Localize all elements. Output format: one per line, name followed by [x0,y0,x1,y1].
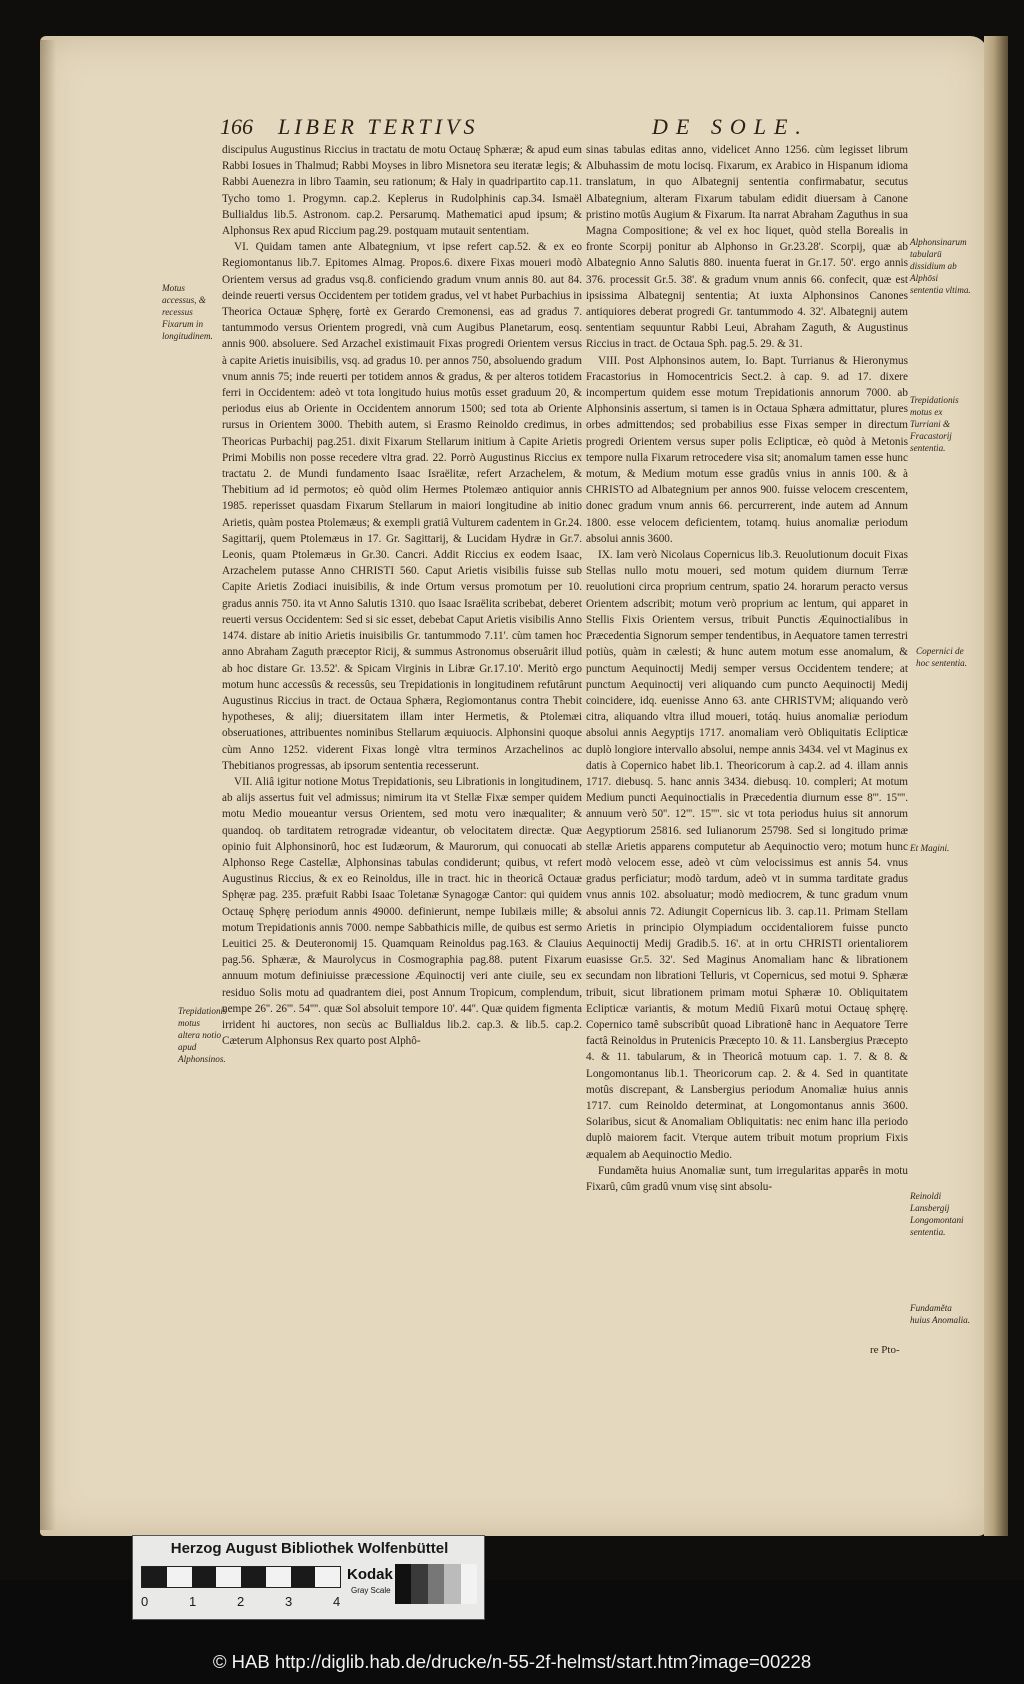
scale-number: 0 [141,1594,149,1609]
margin-note-right: Et Magini. [910,843,950,853]
scale-number: 2 [237,1594,245,1609]
text-column-right [586,142,908,1195]
margin-note-right: Alphonsinarum tabularū dissidium ab Alphōsi sententia vltima. [910,237,971,295]
margin-note-right: Reinoldi Lansbergij Longomontani sententia. [910,1191,964,1237]
catchword: re Pto- [870,1344,900,1356]
paragraph: VII. Aliâ igitur notione Motus Trepidationis, seu Librationis in longitudinem, ab alijs assertus fuit vel admissus; nimirum ita vt Stellæ Fixæ semper quidem motu Medio moueantur versus Orientem, sed motu vero inæqualiter; & quandoq. ob tarditatem retrogradæ videantur, ob velocitatem directæ. Quæ opinio fuit Alphonsinorû, hoc est Iudæorum, & Maurorum, qui conuocati ab Alphonso Rege Castellæ, Alphonsinas tabulas condiderunt; quibus, vt refert Augustinus Riccius, & ex eo Reinoldus, ille in tract. hic in theoricâ Octauæ Sphęræ pag. 235. præfuit Rabbi Isaac Toletanæ Synagogæ Cantor: qui quidem Octauę Sphęrę periodum annis 49000. definierunt, nempe Iubilæis mille; & motum Trepidationis annis 7000. nempe Sabbathicis mille, de quibus est sermo Leuitici 25. & Deuteronomij 15. Quamquam Reinoldus pag.163. & Clauius pag.56. Sphæræ, & Maurolycus in Cosmographia pag.88. putent Fixarum annuum motum definiuisse præcessione Æquinoctij veri ante ciuile, seu ex residuo Solis motu ad quadrantem diei, post Annum Tropicum, complendum, nempe 26''. 26'''. 54''''. quæ Sol absoluit tempore 10'. 44''. Quæ quidem figmenta irrident hi auctores, non secùs ac Bullialdus lib.2. cap.3. & lib.5. cap.2. Cæterum Alphonsus Rex quarto post Alphô- [222,775,582,1048]
copyright-footer: © HAB http://diglib.hab.de/drucke/n-55-2f-helmst/start.htm?image=00228 [212,1651,812,1672]
scale-bar [141,1566,341,1588]
paragraph: sinas tabulas editas anno, videlicet Anno 1256. cùm legisset librum Albuhassim de motu locisq. Fixarum, ex Arabico in Hispanum idioma translatum, in quo Albategnij sententia confirmabatur, secutus Albategnium, alteram Fixarum tabulam edidit diuersam à Canone pristino motûs Augium & Fixarum. Ita narrat Abraham Zaguthus in sua Magna Compositione; & vel ex hoc liquet, quòd stella Borealis in fronte Scorpij ponitur ab Alphonso in Gr.23.28'. Scorpij, quæ ab Albategnio Anno Salutis 880. inuenta fuerat in Gr.17. 50'. ergo annis 376. processit Gr.5. 38'. & gradum vnum annis 66. confecit, quæ est ipsissima Albategnij sententia; At iuxta Alphonsinos Canones antiquiores deberat progredi Gr. tantummodo 4. 32'. Albategnij autem sententiam sequuntur Rabbi Leui, Abraham Zaguth, & Augustinus Riccius in tract. de Octaua Sph. pag.5. 29. & 31. [586,144,908,351]
color-card [132,1535,485,1620]
scale-number: 1 [189,1594,197,1609]
gutter-shadow [40,40,56,1530]
margin-note-right: Copernici de hoc sententia. [916,646,968,668]
scale-number: 4 [333,1594,341,1609]
text-column-left [222,142,582,1049]
margin-note-left: Motus accessus, & recessus Fixarum in longitudinem. [162,283,213,341]
paragraph: discipulus Augustinus Riccius in tractatu de motu Octauę Sphæræ; & apud eum Rabbi Iosues in Thalmud; Rabbi Moyses in libro Misnetora seu iteratæ legis; & Rabbi Auenezra in libro Taamin, seu rationum; & Haly in quadripartito cap.11. Tycho tomo 1. Progymn. cap.2. Keplerus in Rudolphinis cap.34. Ismaël Bullialdus lib.5. Astronom. cap.2. Persarumq. Mathematici apud ipsum; & Alphonsus Rex apud Riccium pag.29. postquam mutauit sententiam. [222,144,582,238]
running-title-left: LIBER TERTIVS [278,114,479,139]
library-name: Herzog August Bibliothek Wolfenbüttel [170,1540,449,1557]
paragraph: Fundaměta huius Anomaliæ sunt, tum irregularitas apparês in motu Fixarû, cûm gradû vnum visę sint absolu- [586,1164,908,1193]
margin-note-right: Fundaměta huius Anomalia. [910,1303,971,1325]
gray-patches [395,1564,477,1604]
paragraph: VI. Quidam tamen ante Albategnium, vt ipse refert cap.52. & ex eo Regiomontanus lib.7. Epitomes Almag. Propos.6. dixere Fixas moueri modò Orientem versus ad gradus vsq.8. conficiendo gradum vnum annis 80. aut 84. deinde reuerti versus Occidentem per totidem gradus, vel vt habet Purbachius in Theorica Octauæ Sphęrę, fortè ex Gerardo Cremonensi, eas ad gradus 7. tantummodo versus Orientem progredi, vnà cum Augibus Planetarum, eosq. annis 900. absoluere. Sed Arzachel existimauit Fixas progredi Orientem versus à capite Arietis inuisibilis, vsq. ad gradus 10. per annos 750, absoluendo gradum vnum annis 75; inde reuerti per totidem annos & gradus, & per alteros totidem ferri in Occidentem: adeò vt tota longitudo huius motûs esset graduum 20, & periodus eius ab Oriente in Occidentem annorum 1500; sed tota ab Oriente rursus in Orientem 3000. Thebith autem, si Erasmo Reinoldo credimus, in Theoricas Purbachij pag.251. dixit Fixarum Stellarum initium à Capite Arietis Primi Mobilis non posse recedere vltra grad. 22. Porrò Augustinus Riccius ex tractatu 2. de Mundi fundamento Isaac Israëlitæ, refert Arzachelem, & Thebitium ad id permotos; eò quòd olim Hermes Ptolemæo antiquior annis 1985. reperisset quasdam Fixarum Stellarum in maiori longitudine ab initio Arietis, quàm postea Ptolemæus; & exempli gratiâ Vulturem cadentem in Gr.24. Sagittarij, quem Ptolemæus in 17. Gr. Sagittarij, & Lucidam Hydræ in Gr.7. Leonis, quam Ptolemæus in Gr.30. Cancri. Addit Riccius ex eodem Isaac, Arzachelem putasse Anno CHRISTI 560. Caput Arietis visibilis fuisse sub Capite Arietis Zodiaci inuisibilis, & inde Ortum versus promotum per 10. gradus annis 750. ita vt Anno Salutis 1310. quo Isaac Israëlita scribebat, deberet reuerti versus Occidentem: Sed si sic esset, debebat Caput Arietis visibilis Anno 1474. distare ab initio Arietis inuisibilis Gr. tantummodo 7.11'. cùm tamen hoc anno Abraham Zaguth præceptor Ricij, & summus Astronomus obseruârit illud ab hoc distare Gr. 13.52'. & Spicam Virginis in Libræ Gr.17.10'. Meritò ergo motum hunc accessûs & recessûs, seu Trepidationis in longitudinem refutârunt Augustinus Riccius in tract. de Octaua Sphæra, Regiomontanus contra Thebit hypotheses, & alij; diuersitatem illam inter Hermetis, & Ptolemæi obseruationes, attribuentes nominibus Stellarum æquiuocis. Alphonsini quoque cùm Anno 1252. viderent Fixas longè vltra terminos Arzachelinos ac Thebitianos progressas, ab ipsorum sententia recesserunt. [222,241,582,772]
kodak-logo: Kodak [347,1566,393,1583]
margin-note-left: Trepidationis motus altera notio apud Alphonsinos. [178,1006,227,1064]
paragraph: VIII. Post Alphonsinos autem, Io. Bapt. Turrianus & Hieronymus Fracastorius in Homocentricis Sect.2. à cap. 9. ad 17. dixere incompertum quidem esse motum Trepidationis annorum 7000. ab Alphonsinis assertum, si tamen is in Octaua Sphæra admittatur, plures orbes admittendos; sed probabilius esse Fixas semper in directum progredi Orientem versus super polis Eclipticæ, eò quòd à Metonis tempore nulla Fixarum retrocedere visa sit; anomalum tamen esse hunc motum, & Medium motum esse gradûs vnius in annis 100. & à CHRISTO ad Albategnium per annos 900. fuisse velocem crescentem, donec gradum vnum annis 66. percurrerent, inde autem ad Annum 1800. esse velocem deficientem, totamq. huius anomaliæ periodum absolui annis 3600. [586,354,908,545]
paragraph: IX. Iam verò Nicolaus Copernicus lib.3. Reuolutionum docuit Fixas Stellas nullo motu moueri, sed motum quidem diurnum Terræ reuolutioni circa proprium centrum, spatio 24. horarum peracto versus Orientem adscribit; motum verò proprium ac lentum, qui apparet in Stellis Fixis Orientem versus, tribuit Punctis Æquinoctialibus in Præcedentia Signorum semper tendentibus, in Aequatore tamen terrestri potiùs, quàm in cælesti; & hunc autem motum esse anomalum, & punctum Aequinoctij Medij semper versus Occidentem tendere; at punctum Aequinoctij veri aliquando cum puncto Aequinoctij Medij coincidere, idq. euenisse Anno 63. ante CHRISTVM; aliquando verò citra, aliquando vltra illud moueri, totáq. huius anomaliæ periodum absolui annis Aegyptijs 1717. anomaliam verò Obliquitatis Eclipticæ duplò longiore intervallo absolui, nempe annis 3434. vel vt Maginus ex datis à Copernico habet lib.1. Theoricorum à cap.2. ad 4. illam annis 1717. diebusq. 5. hanc annis 3434. diebusq. 10. compleri; At motum Medium puncti Aequinoctialis in Præcedentia diurnum esse 8'''. 15''''. annuum verò 50''. 12'''. 15''''. sic vt tota periodus huius sit annorum Aegyptiorum 25816. sed Iulianorum 25798. Sed si longitudo primæ stellæ Arietis apparens computetur ab Aequinoctio vero; motum hunc modò velocem esse, adeò vt cùm velocissimus est annis 54. vnus gradus perficiatur; modò tardum, adeò vt in summa tarditate gradus vnus annis 102. absoluatur; modò mediocrem, & tunc gradum vnum absolui annis 72. Adiungit Copernicus lib. 3. cap.11. Primam Stellam Arietis in principio Olympiadum occidentaliorem fuisse puncto Aequinoctij Medij Gradib.5. 16'. at in ortu CHRISTI orientaliorem euasisse Gr.5. 32'. Sed Maginus Anomaliam hanc & librationem secundam non librationi Telluris, vt Copernicus, sed motui 9. Sphæræ tribuit, sicut librationem primam motui Sphæræ 10. Obliquitatem Eclipticæ variantis, & motum Mediû Fixarû motui Octauę sphęrę. Copernico tamê subscribût quoad Librationê hanc in Aequatore Terre factâ Reinoldus in Prutenicis Præcepto 10. & 11. Lansbergius Præcepto 4. & 11. tabularum, & in Theoricâ motuum cap. 1. 7. & 8. & Longomontanus lib.1. Theoricorum cap. 2. & 4. Sed in quantitate motûs discrepant, & Lansbergius periodum Anomaliæ huius annis 1717. cum Reinoldo determinat, at Longomontanus annis 3600. Solaribus, sicut & Anomaliam Obliquitatis: nec enim hanc illa periodo duplò maiorem facit. Vterque autem tribuit motum proprium Fixis æqualem ab Aequinoctio Medio. [586,549,908,1161]
scale-number: 3 [285,1594,293,1609]
page-number: 166 [220,114,253,139]
running-header [220,114,980,140]
grayscale-label: Gray Scale [351,1586,391,1595]
running-title-right: DE SOLE. [652,114,809,139]
page-edge [984,36,1008,1536]
margin-note-right: Trepidationis motus ex Turriani & Fracastorij sententia. [910,395,959,453]
